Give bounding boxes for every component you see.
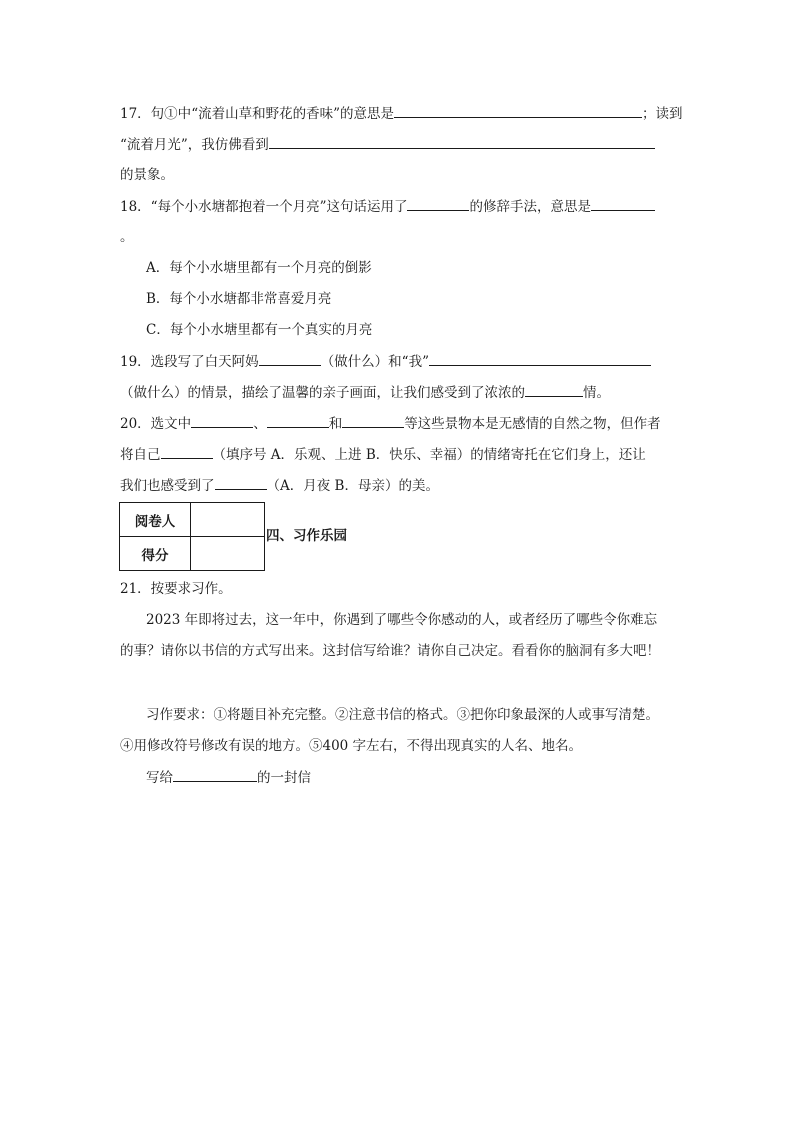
q19-line1: [120, 351, 651, 372]
q20-text: 20．选文中: [120, 416, 192, 432]
q17-blank-1[interactable]: [394, 103, 642, 118]
q18-option-c[interactable]: [146, 320, 372, 340]
q19-blank-1[interactable]: [259, 351, 321, 366]
q20-text-5: 我们也感受到了: [120, 478, 215, 494]
q21-para1-text: 2023 年即将过去，这一年中，你遇到了哪些令你感动的人，或者经历了哪些令你难忘: [146, 612, 658, 628]
q19-text-2: （做什么）和“我”: [320, 354, 429, 370]
q20-blank-1[interactable]: [191, 413, 253, 428]
q20-text-4: （填序号 A．乐观、上进 B．快乐、幸福）的情绪寄托在它们身上，还让: [212, 447, 646, 463]
q20-blank-3[interactable]: [342, 413, 404, 428]
q20-text-2: 等这些景物本是无感情的自然之物，但作者: [404, 416, 661, 432]
q20-blank-2[interactable]: [267, 413, 329, 428]
q20-text-6: （A．月夜 B．母亲）的美。: [266, 478, 439, 494]
score-table-row: [120, 503, 265, 537]
q21-requirements-text: 习作要求：①将题目补充完整。②注意书信的格式。③把你印象最深的人或事写清楚。: [146, 707, 659, 723]
score-cell[interactable]: [191, 537, 265, 571]
q21-requirements-line1: [146, 705, 659, 725]
q17-quote: “流着山草和野花的香味”的意思是: [191, 106, 394, 122]
q20-line1: [120, 413, 661, 434]
q20-and: 和: [328, 416, 343, 432]
reviewer-label: 阅卷人: [120, 503, 191, 537]
q19-blank-2[interactable]: [429, 351, 651, 366]
q20-blank-5[interactable]: [215, 475, 267, 490]
q20-sep: 、: [253, 416, 267, 432]
q17-text: 17．句①中: [120, 106, 192, 122]
q18-blank-1[interactable]: [407, 196, 469, 211]
q18-line2: [120, 227, 134, 247]
q20-text-3: 将自己: [120, 447, 161, 463]
q17-line2: [120, 134, 655, 155]
q19-blank-3[interactable]: [525, 382, 583, 397]
q18-blank-2[interactable]: [591, 196, 655, 211]
q20-line3: [120, 475, 439, 496]
q18-option-b[interactable]: [146, 289, 331, 309]
q19-text-3: （做什么）的情景，描绘了温馨的亲子画面，让我们感受到了浓浓的: [120, 385, 525, 401]
q19-text-4: 情。: [583, 385, 610, 401]
q21-requirements-text-2: ④用修改符号修改有误的地方。⑤400 字左右，不得出现真实的人名、地名。: [120, 738, 583, 754]
q21-para1-line1: [146, 610, 657, 630]
score-table: [119, 502, 265, 571]
q18-text-2: 的修辞手法，意思是: [469, 199, 591, 215]
q21-para1-line2: [120, 641, 660, 661]
q21-title: [120, 579, 232, 599]
q21-letter-title: [146, 767, 311, 788]
q17-text-3: “流着月光”，我仿佛看到: [120, 137, 269, 153]
q17-blank-2[interactable]: [269, 134, 655, 149]
score-label: 得分: [120, 537, 191, 571]
score-table-row: [120, 537, 265, 571]
q21-title-text: 21．按要求习作。: [120, 581, 232, 597]
q17-text-4: 的景象。: [120, 167, 174, 183]
section-title: 四、习作乐园: [266, 528, 347, 544]
q17-line3: [120, 165, 174, 185]
q20-blank-4[interactable]: [161, 444, 213, 459]
q19-line2: [120, 382, 610, 403]
reviewer-cell[interactable]: [191, 503, 265, 537]
q21-letter-text: 写给: [146, 770, 173, 786]
q21-para1-text-2: 的事？请你以书信的方式写出来。这封信写给谁？请你自己决定。看看你的脑洞有多大吧！: [120, 643, 660, 659]
q19-text: 19．选段写了白天阿妈: [120, 354, 259, 370]
q17-line1: [120, 103, 683, 124]
q18-text-3: 。: [120, 229, 134, 245]
q18-text: 18．“每个小水塘都抱着一个月亮”这句话运用了: [120, 199, 408, 215]
q20-line2: [120, 444, 646, 465]
q18-line1: [120, 196, 655, 217]
q21-letter-blank[interactable]: [173, 767, 257, 782]
q18-option-b-text: B．每个小水塘都非常喜爱月亮: [146, 291, 332, 307]
q17-text-2: ；读到: [642, 106, 683, 122]
q18-option-a[interactable]: [146, 258, 372, 278]
q21-requirements-line2: [120, 736, 582, 756]
q21-letter-text-2: 的一封信: [257, 770, 311, 786]
q18-option-c-text: C．每个小水塘里都有一个真实的月亮: [146, 322, 373, 338]
q18-option-a-text: A．每个小水塘里都有一个月亮的倒影: [146, 260, 372, 276]
